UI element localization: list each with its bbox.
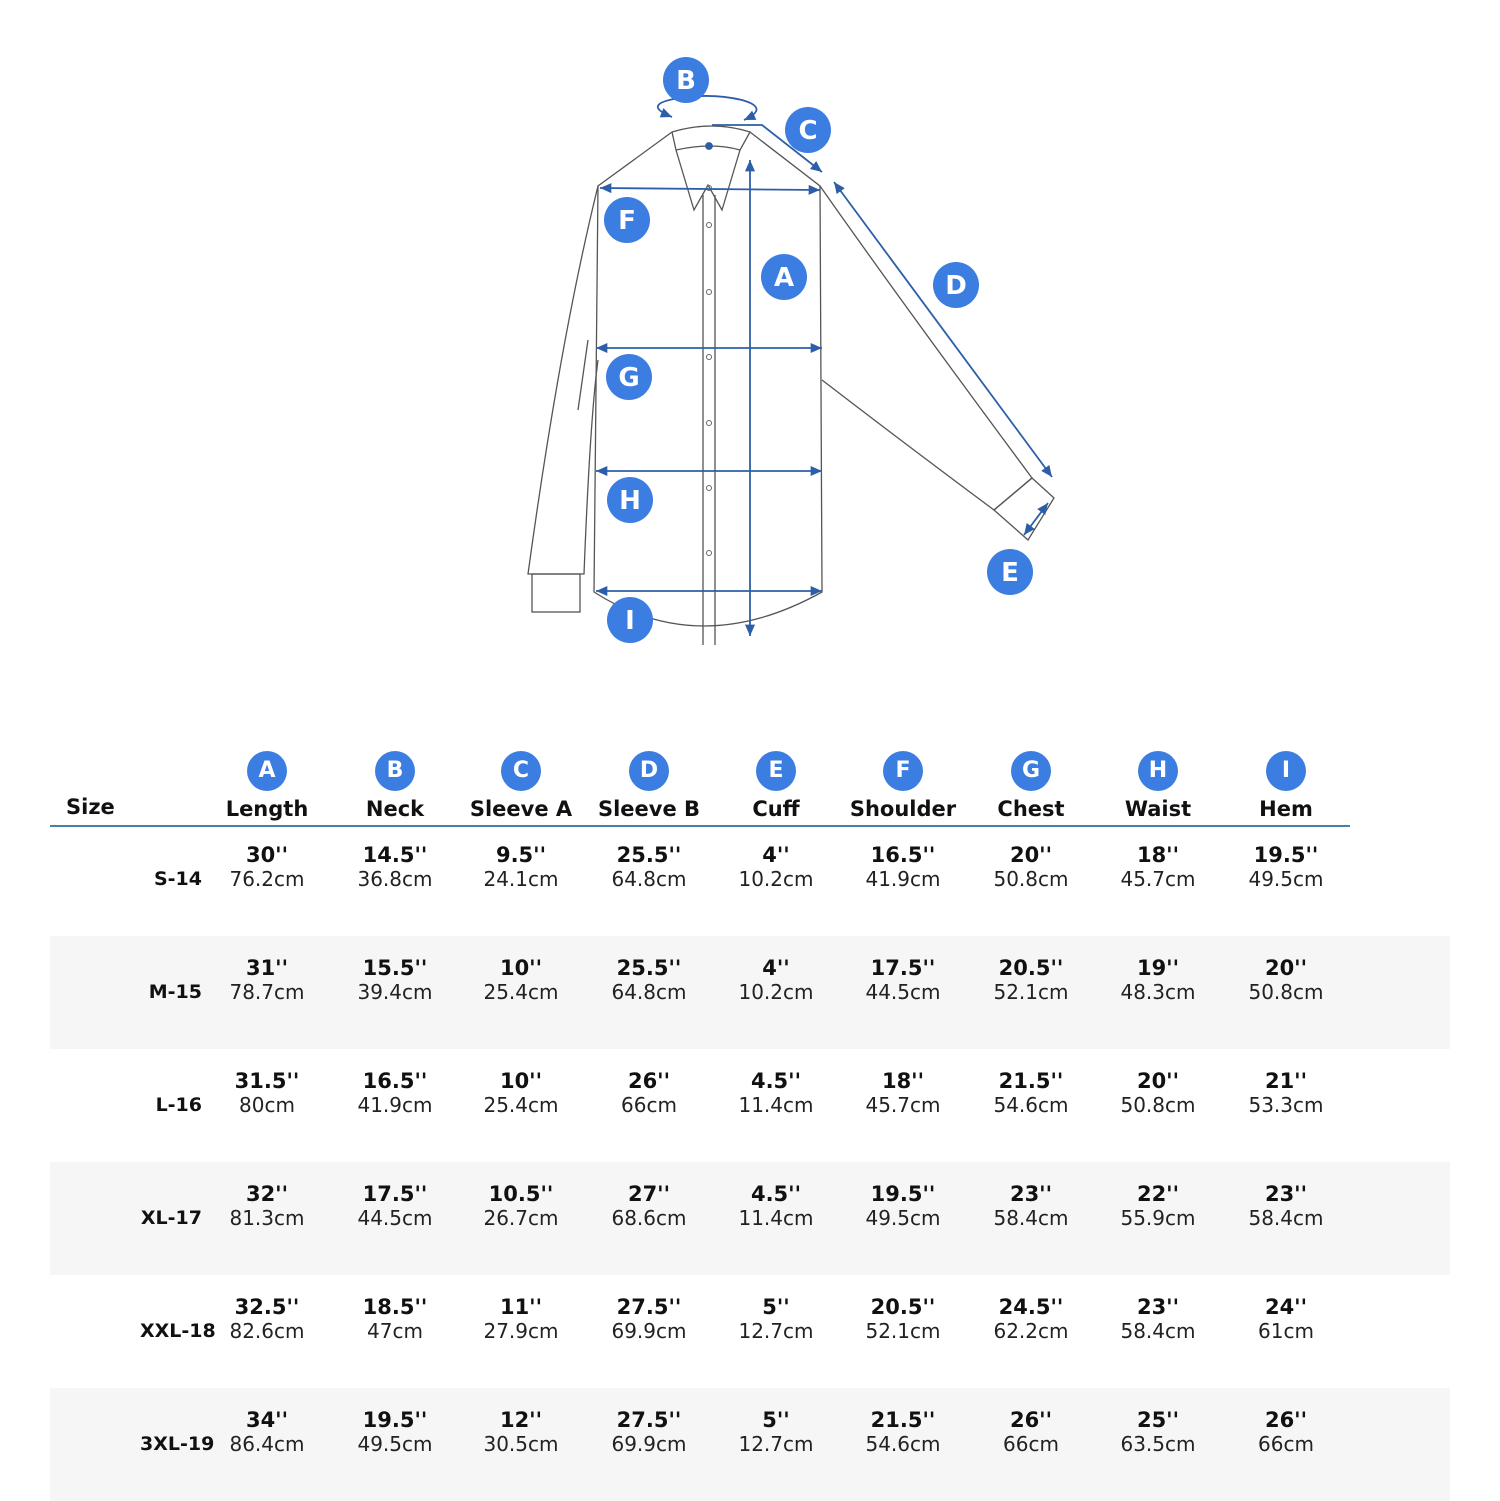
column-header <box>579 745 719 821</box>
table-row <box>50 1388 1450 1501</box>
table-cell <box>451 1295 591 1343</box>
cm-value: 26.7cm <box>483 1206 559 1230</box>
inch-value: 18.5'' <box>362 1295 428 1319</box>
shirt-buttons <box>707 186 712 556</box>
cm-value: 50.8cm <box>1120 1093 1196 1117</box>
cm-value: 47cm <box>367 1319 423 1343</box>
cm-value: 44.5cm <box>357 1206 433 1230</box>
column-badge: A <box>247 751 287 791</box>
column-header <box>961 745 1101 821</box>
table-cell <box>451 1182 591 1230</box>
size-label: L-16 <box>155 1094 202 1116</box>
size-table <box>50 745 1450 1500</box>
table-cell <box>833 956 973 1004</box>
column-header <box>451 745 591 821</box>
cm-value: 64.8cm <box>611 867 687 891</box>
table-cell <box>961 843 1101 891</box>
cm-value: 82.6cm <box>229 1319 305 1343</box>
inch-value: 26'' <box>1264 1408 1308 1432</box>
table-cell <box>1216 1182 1356 1230</box>
inch-value: 19.5'' <box>870 1182 936 1206</box>
inch-value: 21.5'' <box>870 1408 936 1432</box>
shirt-measurement-diagram <box>0 0 1500 700</box>
cm-value: 81.3cm <box>229 1206 305 1230</box>
svg-text:H: H <box>619 486 641 516</box>
inch-value: 25.5'' <box>616 956 682 980</box>
inch-value: 23'' <box>1136 1295 1180 1319</box>
measure-shoulder <box>600 188 820 190</box>
cm-value: 61cm <box>1258 1319 1314 1343</box>
column-label: Waist <box>1124 797 1192 821</box>
cm-value: 86.4cm <box>229 1432 305 1456</box>
inch-value: 18'' <box>881 1069 925 1093</box>
cm-value: 10.2cm <box>738 867 814 891</box>
measurement-lines <box>596 96 1052 636</box>
inch-value: 34'' <box>245 1408 289 1432</box>
inch-value: 11'' <box>499 1295 543 1319</box>
cm-value: 24.1cm <box>483 867 559 891</box>
svg-text:I: I <box>625 606 635 636</box>
table-cell <box>1088 956 1228 1004</box>
cm-value: 41.9cm <box>865 867 941 891</box>
table-cell <box>325 1408 465 1456</box>
inch-value: 27'' <box>627 1182 671 1206</box>
cm-value: 12.7cm <box>738 1319 814 1343</box>
cm-value: 45.7cm <box>865 1093 941 1117</box>
table-cell <box>197 1182 337 1230</box>
table-row <box>50 1049 1450 1162</box>
inch-value: 25'' <box>1136 1408 1180 1432</box>
cm-value: 69.9cm <box>611 1319 687 1343</box>
measure-cuff <box>1024 503 1048 535</box>
inch-value: 4'' <box>762 843 790 867</box>
shirt-outline <box>528 126 1054 645</box>
column-label: Chest <box>997 797 1065 821</box>
svg-text:C: C <box>798 116 818 146</box>
column-header <box>1088 745 1228 821</box>
table-cell <box>1216 1295 1356 1343</box>
cm-value: 36.8cm <box>357 867 433 891</box>
inch-value: 27.5'' <box>616 1295 682 1319</box>
table-cell <box>961 956 1101 1004</box>
inch-value: 15.5'' <box>362 956 428 980</box>
measure-sleeve-b <box>834 182 1052 477</box>
cm-value: 76.2cm <box>229 867 305 891</box>
cm-value: 10.2cm <box>738 980 814 1004</box>
table-cell <box>325 956 465 1004</box>
inch-value: 24'' <box>1264 1295 1308 1319</box>
inch-value: 23'' <box>1264 1182 1308 1206</box>
size-label: 3XL-19 <box>140 1433 215 1455</box>
cm-value: 50.8cm <box>993 867 1069 891</box>
table-cell <box>451 843 591 891</box>
table-cell <box>706 1295 846 1343</box>
table-cell <box>1088 1408 1228 1456</box>
badge-i <box>607 597 653 643</box>
inch-value: 30'' <box>245 843 289 867</box>
column-header <box>833 745 973 821</box>
cm-value: 44.5cm <box>865 980 941 1004</box>
column-label: Shoulder <box>849 797 957 821</box>
cm-value: 49.5cm <box>357 1432 433 1456</box>
cm-value: 58.4cm <box>1248 1206 1324 1230</box>
inch-value: 20.5'' <box>998 956 1064 980</box>
table-row <box>50 823 1450 936</box>
svg-text:A: A <box>773 263 795 293</box>
table-cell <box>579 1295 719 1343</box>
cm-value: 49.5cm <box>865 1206 941 1230</box>
inch-value: 26'' <box>1009 1408 1053 1432</box>
table-cell <box>706 1069 846 1117</box>
cm-value: 52.1cm <box>993 980 1069 1004</box>
table-cell <box>706 1408 846 1456</box>
column-badge: F <box>883 751 923 791</box>
inch-value: 20.5'' <box>870 1295 936 1319</box>
cm-value: 27.9cm <box>483 1319 559 1343</box>
badge-a <box>761 254 807 300</box>
cm-value: 52.1cm <box>865 1319 941 1343</box>
table-cell <box>833 843 973 891</box>
cm-value: 50.8cm <box>1248 980 1324 1004</box>
column-badge: H <box>1138 751 1178 791</box>
svg-text:G: G <box>618 363 640 393</box>
column-header <box>197 745 337 821</box>
inch-value: 10'' <box>499 956 543 980</box>
inch-value: 14.5'' <box>362 843 428 867</box>
table-cell <box>451 1408 591 1456</box>
table-cell <box>325 843 465 891</box>
cm-value: 78.7cm <box>229 980 305 1004</box>
cm-value: 39.4cm <box>357 980 433 1004</box>
measure-neck <box>658 96 757 120</box>
column-label: Neck <box>365 797 425 821</box>
cm-value: 11.4cm <box>738 1206 814 1230</box>
inch-value: 25.5'' <box>616 843 682 867</box>
inch-value: 4'' <box>762 956 790 980</box>
column-header <box>1216 745 1356 821</box>
inch-value: 31.5'' <box>234 1069 300 1093</box>
table-cell <box>197 1295 337 1343</box>
cm-value: 66cm <box>1003 1432 1059 1456</box>
badge-h <box>607 477 653 523</box>
inch-value: 21'' <box>1264 1069 1308 1093</box>
cm-value: 58.4cm <box>993 1206 1069 1230</box>
cm-value: 66cm <box>1258 1432 1314 1456</box>
table-cell <box>1088 1182 1228 1230</box>
svg-text:D: D <box>945 271 967 301</box>
badge-b <box>663 57 709 103</box>
inch-value: 20'' <box>1264 956 1308 980</box>
inch-value: 32.5'' <box>234 1295 300 1319</box>
inch-value: 23'' <box>1009 1182 1053 1206</box>
inch-value: 9.5'' <box>495 843 547 867</box>
table-cell <box>579 1408 719 1456</box>
inch-value: 20'' <box>1009 843 1053 867</box>
svg-text:F: F <box>618 206 636 236</box>
inch-value: 26'' <box>627 1069 671 1093</box>
cm-value: 53.3cm <box>1248 1093 1324 1117</box>
table-row <box>50 1162 1450 1275</box>
cm-value: 80cm <box>239 1093 295 1117</box>
cm-value: 66cm <box>621 1093 677 1117</box>
inch-value: 21.5'' <box>998 1069 1064 1093</box>
inch-value: 18'' <box>1136 843 1180 867</box>
table-cell <box>833 1408 973 1456</box>
cm-value: 12.7cm <box>738 1432 814 1456</box>
table-row <box>50 1275 1450 1388</box>
inch-value: 20'' <box>1136 1069 1180 1093</box>
cm-value: 55.9cm <box>1120 1206 1196 1230</box>
inch-value: 19.5'' <box>362 1408 428 1432</box>
column-label: Hem <box>1259 797 1313 821</box>
table-cell <box>961 1182 1101 1230</box>
column-label: Length <box>225 797 309 821</box>
inch-value: 16.5'' <box>870 843 936 867</box>
inch-value: 5'' <box>762 1408 790 1432</box>
size-label: M-15 <box>148 981 202 1003</box>
inch-value: 24.5'' <box>998 1295 1064 1319</box>
badge-c <box>785 107 831 153</box>
size-label: S-14 <box>153 868 202 890</box>
inch-value: 10.5'' <box>488 1182 554 1206</box>
table-cell <box>1216 843 1356 891</box>
badge-f <box>604 197 650 243</box>
svg-text:B: B <box>676 66 696 96</box>
inch-value: 19'' <box>1136 956 1180 980</box>
inch-value: 16.5'' <box>362 1069 428 1093</box>
table-cell <box>451 956 591 1004</box>
cm-value: 58.4cm <box>1120 1319 1196 1343</box>
table-cell <box>706 1182 846 1230</box>
table-cell <box>579 1182 719 1230</box>
cm-value: 62.2cm <box>993 1319 1069 1343</box>
cm-value: 41.9cm <box>357 1093 433 1117</box>
column-badge: B <box>375 751 415 791</box>
table-cell <box>1088 1295 1228 1343</box>
table-cell <box>961 1408 1101 1456</box>
table-cell <box>197 1069 337 1117</box>
table-cell <box>961 1069 1101 1117</box>
table-cell <box>579 956 719 1004</box>
column-label: Sleeve A <box>469 797 573 821</box>
table-cell <box>1216 1069 1356 1117</box>
table-cell <box>197 843 337 891</box>
inch-value: 12'' <box>499 1408 543 1432</box>
cm-value: 63.5cm <box>1120 1432 1196 1456</box>
inch-value: 17.5'' <box>362 1182 428 1206</box>
table-cell <box>1088 843 1228 891</box>
column-badge: I <box>1266 751 1306 791</box>
table-cell <box>706 956 846 1004</box>
size-label: XXL-18 <box>140 1320 216 1342</box>
svg-text:E: E <box>1001 558 1019 588</box>
table-row <box>50 936 1450 1049</box>
size-label: XL-17 <box>140 1207 202 1229</box>
column-badge: D <box>629 751 669 791</box>
cm-value: 68.6cm <box>611 1206 687 1230</box>
column-label: Sleeve B <box>597 797 701 821</box>
cm-value: 48.3cm <box>1120 980 1196 1004</box>
cm-value: 30.5cm <box>483 1432 559 1456</box>
column-label: Cuff <box>752 797 800 821</box>
cm-value: 25.4cm <box>483 980 559 1004</box>
inch-value: 32'' <box>245 1182 289 1206</box>
table-cell <box>833 1182 973 1230</box>
column-header <box>325 745 465 821</box>
cm-value: 64.8cm <box>611 980 687 1004</box>
column-header <box>706 745 846 821</box>
cm-value: 25.4cm <box>483 1093 559 1117</box>
inch-value: 31'' <box>245 956 289 980</box>
table-cell <box>579 843 719 891</box>
badge-g <box>606 354 652 400</box>
badge-e <box>987 549 1033 595</box>
cm-value: 69.9cm <box>611 1432 687 1456</box>
size-column-header: Size <box>66 795 115 819</box>
inch-value: 17.5'' <box>870 956 936 980</box>
column-badge: C <box>501 751 541 791</box>
inch-value: 27.5'' <box>616 1408 682 1432</box>
cm-value: 11.4cm <box>738 1093 814 1117</box>
table-cell <box>833 1295 973 1343</box>
table-cell <box>1216 1408 1356 1456</box>
table-cell <box>1088 1069 1228 1117</box>
table-cell <box>706 843 846 891</box>
table-cell <box>325 1069 465 1117</box>
cm-value: 49.5cm <box>1248 867 1324 891</box>
table-cell <box>451 1069 591 1117</box>
table-cell <box>197 1408 337 1456</box>
table-cell <box>325 1295 465 1343</box>
badge-d <box>933 262 979 308</box>
column-badge: G <box>1011 751 1051 791</box>
cm-value: 54.6cm <box>993 1093 1069 1117</box>
inch-value: 10'' <box>499 1069 543 1093</box>
table-cell <box>325 1182 465 1230</box>
table-header-row <box>50 745 1350 827</box>
inch-value: 5'' <box>762 1295 790 1319</box>
table-cell <box>961 1295 1101 1343</box>
column-badge: E <box>756 751 796 791</box>
table-cell <box>197 956 337 1004</box>
table-cell <box>579 1069 719 1117</box>
cm-value: 45.7cm <box>1120 867 1196 891</box>
cm-value: 54.6cm <box>865 1432 941 1456</box>
table-cell <box>1216 956 1356 1004</box>
table-cell <box>833 1069 973 1117</box>
inch-value: 4.5'' <box>750 1182 802 1206</box>
inch-value: 19.5'' <box>1253 843 1319 867</box>
inch-value: 22'' <box>1136 1182 1180 1206</box>
inch-value: 4.5'' <box>750 1069 802 1093</box>
